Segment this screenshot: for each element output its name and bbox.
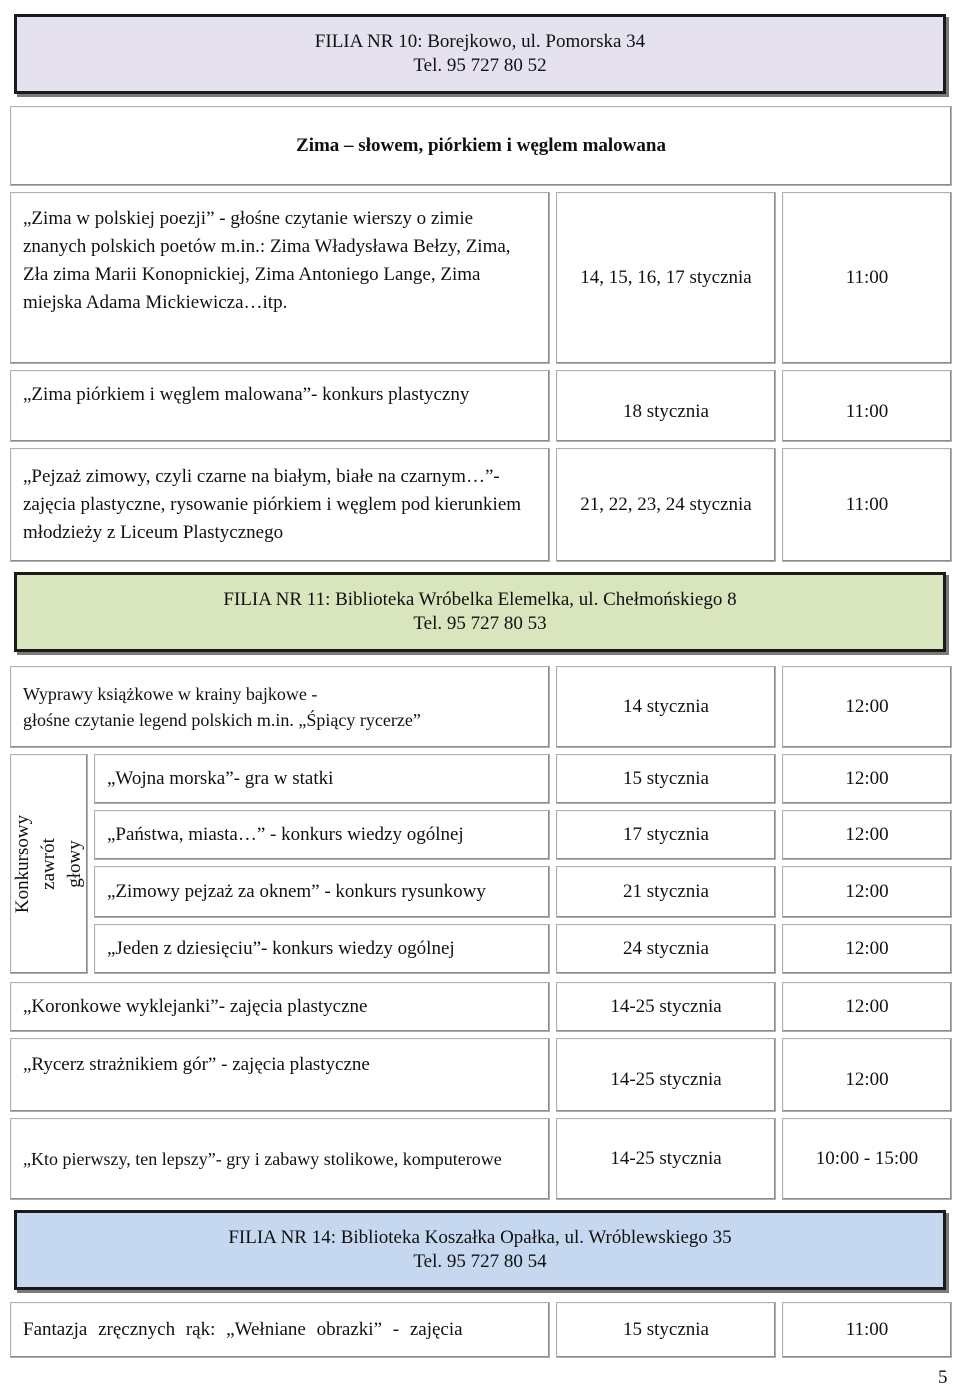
filia10-event-2-date — [556, 370, 776, 442]
event-desc: „Zimowy pejzaż za oknem” - konkurs rysunkowy — [107, 881, 486, 902]
event-date: 17 stycznia — [622, 824, 709, 845]
filia11-other-3-desc — [10, 1118, 550, 1200]
group-label: Konkursowy zawrót głowy — [12, 814, 86, 914]
group-event-1-date — [556, 754, 776, 804]
event-date: 21, 22, 23, 24 stycznia — [580, 494, 752, 515]
event-desc: „Zima w polskiej poezji” - głośne czytanie wierszy o zimie znanych polskich poetów m.in.: Zima Władysława Bełzy, Zima, Zła zima Marii Konopnickiej, Zima Antoniego Lange, Zima miejska Adama Mickiewicza…itp. — [23, 208, 511, 313]
event-desc: „Pejzaż zimowy, czyli czarne na białym, białe na czarnym…”- zajęcia plastyczne, rysowanie piórkiem i węglem pod kierunkiem młodzieży z Liceum Plastycznego — [23, 466, 522, 543]
event-desc: „Jeden z dziesięciu”- konkurs wiedzy ogólnej — [107, 938, 455, 959]
event-desc: „Zima piórkiem i węglem malowana”- konkurs plastyczny — [23, 384, 470, 405]
event-time: 11:00 — [845, 1319, 889, 1340]
event-date: 14-25 stycznia — [610, 1069, 722, 1090]
filia10-header — [14, 14, 946, 94]
event-date: 21 stycznia — [622, 881, 709, 902]
event-desc-line: głośne czytanie legend polskich m.in. „Śpiący rycerze” — [23, 710, 421, 730]
event-date: 14-25 stycznia — [610, 1148, 722, 1169]
filia10-phone: Tel. 95 727 80 52 — [413, 55, 547, 76]
filia14-event-1-date — [556, 1302, 776, 1358]
event-time: 12:00 — [845, 1069, 889, 1090]
filia10-event-3-desc — [10, 448, 550, 562]
event-desc-line: Wyprawy książkowe w krainy bajkowe - — [23, 684, 318, 704]
event-date: 18 stycznia — [622, 401, 709, 422]
event-date: 15 stycznia — [622, 768, 709, 789]
event-desc: Fantazja zręcznych rąk: „Wełniane obrazki” - zajęcia — [23, 1319, 463, 1340]
group-event-2-date — [556, 810, 776, 860]
filia10-theme — [10, 106, 952, 186]
event-date: 14-25 stycznia — [610, 996, 722, 1017]
group-event-3-time — [782, 866, 952, 918]
event-date: 15 stycznia — [622, 1319, 709, 1340]
filia10-event-3-time — [782, 448, 952, 562]
filia14-phone: Tel. 95 727 80 54 — [413, 1251, 547, 1272]
event-desc: „Rycerz strażnikiem gór” - zajęcia plastyczne — [23, 1054, 370, 1075]
event-desc: „Koronkowe wyklejanki”- zajęcia plastyczne — [23, 996, 368, 1017]
filia11-other-2-time — [782, 1038, 952, 1112]
event-time: 11:00 — [845, 267, 889, 288]
filia14-header — [14, 1210, 946, 1290]
event-time: 12:00 — [845, 938, 889, 959]
event-time: 11:00 — [845, 494, 889, 515]
group-event-1-time — [782, 754, 952, 804]
filia10-event-1-date — [556, 192, 776, 364]
event-date: 14, 15, 16, 17 stycznia — [580, 267, 752, 288]
event-time: 12:00 — [845, 696, 889, 717]
group-event-3-date — [556, 866, 776, 918]
filia10-theme-text: Zima – słowem, piórkiem i węglem malowana — [296, 135, 666, 156]
group-event-2-desc — [94, 810, 550, 860]
filia11-event-1-desc — [10, 666, 550, 748]
event-time: 12:00 — [845, 996, 889, 1017]
filia11-header — [14, 572, 946, 652]
group-event-4-time — [782, 924, 952, 974]
group-event-3-desc — [94, 866, 550, 918]
group-event-4-desc — [94, 924, 550, 974]
filia11-event-1-date — [556, 666, 776, 748]
group-event-4-date — [556, 924, 776, 974]
group-event-1-desc — [94, 754, 550, 804]
event-desc: „Państwa, miasta…” - konkurs wiedzy ogólnej — [107, 824, 464, 845]
filia11-other-3-date — [556, 1118, 776, 1200]
group-label-cell — [10, 754, 88, 974]
filia10-event-1-time — [782, 192, 952, 364]
filia10-event-2-time — [782, 370, 952, 442]
event-time: 11:00 — [845, 401, 889, 422]
group-event-2-time — [782, 810, 952, 860]
event-date: 14 stycznia — [622, 696, 709, 717]
event-desc: „Kto pierwszy, ten lepszy”- gry i zabawy stolikowe, komputerowe — [23, 1149, 502, 1169]
filia10-event-3-date — [556, 448, 776, 562]
event-time: 12:00 — [845, 768, 889, 789]
filia11-phone: Tel. 95 727 80 53 — [413, 613, 547, 634]
event-time: 10:00 - 15:00 — [815, 1148, 919, 1169]
event-time: 12:00 — [845, 824, 889, 845]
filia11-other-1-date — [556, 982, 776, 1032]
filia14-event-1-time — [782, 1302, 952, 1358]
filia10-name: FILIA NR 10: Borejkowo, ul. Pomorska 34 — [314, 31, 646, 52]
filia14-name: FILIA NR 14: Biblioteka Koszałka Opałka, ul. Wróblewskiego 35 — [228, 1227, 732, 1248]
page-number: 5 — [938, 1367, 948, 1388]
filia11-other-2-date — [556, 1038, 776, 1112]
filia11-event-1-time — [782, 666, 952, 748]
filia11-other-3-time — [782, 1118, 952, 1200]
event-time: 12:00 — [845, 881, 889, 902]
filia11-name: FILIA NR 11: Biblioteka Wróbelka Elemelka, ul. Chełmońskiego 8 — [223, 589, 737, 610]
event-date: 24 stycznia — [622, 938, 709, 959]
filia11-other-1-time — [782, 982, 952, 1032]
filia11-other-1-desc — [10, 982, 550, 1032]
filia10-event-1-desc — [10, 192, 550, 364]
filia10-event-2-desc — [10, 370, 550, 442]
event-desc: „Wojna morska”- gra w statki — [107, 768, 334, 789]
filia11-other-2-desc — [10, 1038, 550, 1112]
filia14-event-1-desc — [10, 1302, 550, 1358]
